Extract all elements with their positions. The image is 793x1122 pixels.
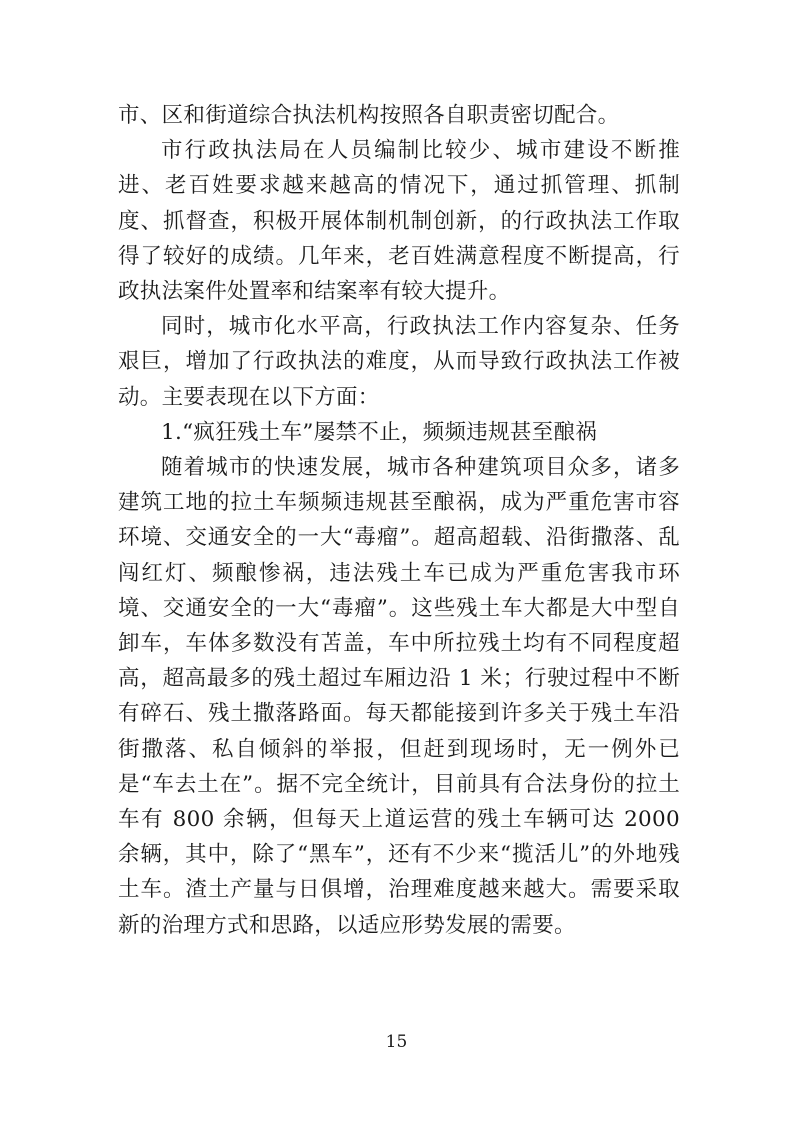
- paragraph-enforcement-overview: 市行政执法局在人员编制比较少、城市建设不断推进、老百姓要求越来越高的情况下，通过抓管理、抓制度、抓督查，积极开展体制机制创新，的行政执法工作取得了较好的成绩。几年来，老百姓满意程度不断提高，行政执法案件处置率和结案率有较大提升。: [118, 138, 680, 305]
- paragraph-challenges-intro: 同时，城市化水平高，行政执法工作内容复杂、任务艰巨，增加了行政执法的难度，从而导致行政执法工作被动。主要表现在以下方面：: [118, 314, 680, 410]
- paragraph-continuation: 市、区和街道综合执法机构按照各自职责密切配合。: [118, 103, 620, 128]
- section-heading-muck-trucks: 1.“疯狂残土车”屡禁不止，频频违规甚至酿祸: [161, 419, 598, 445]
- page-number: 15: [385, 1032, 408, 1052]
- page-body: [118, 98, 680, 943]
- paragraph-muck-truck-details: 随着城市的快速发展，城市各种建筑项目众多，诸多建筑工地的拉土车频频违规甚至酿祸，成为严重危害市容环境、交通安全的一大“毒瘤”。超高超载、沿街撒落、乱闯红灯、频酿惨祸，违法残土车已成为严重危害我市环境、交通安全的一大“毒瘤”。这些残土车大都是大中型自卸车，车体多数没有苫盖，车中所拉残土均有不同程度超高，超高最多的残土超过车厢边沿 1 米；行驶过程中不断有碎石、残土撒落路面。每天都能接到许多关于残土车沿街撒落、私自倾斜的举报，但赶到现场时，无一例外已是“车去土在”。据不完全统计，目前具有合法身份的拉土车有 800 余辆，但每天上道运营的残土车辆可达 2000 余辆，其中，除了“黑车”，还有不少来“揽活儿”的外地残土车。渣土产量与日俱增，治理难度越来越大。需要采取新的治理方式和思路，以适应形势发展的需要。: [118, 455, 680, 938]
